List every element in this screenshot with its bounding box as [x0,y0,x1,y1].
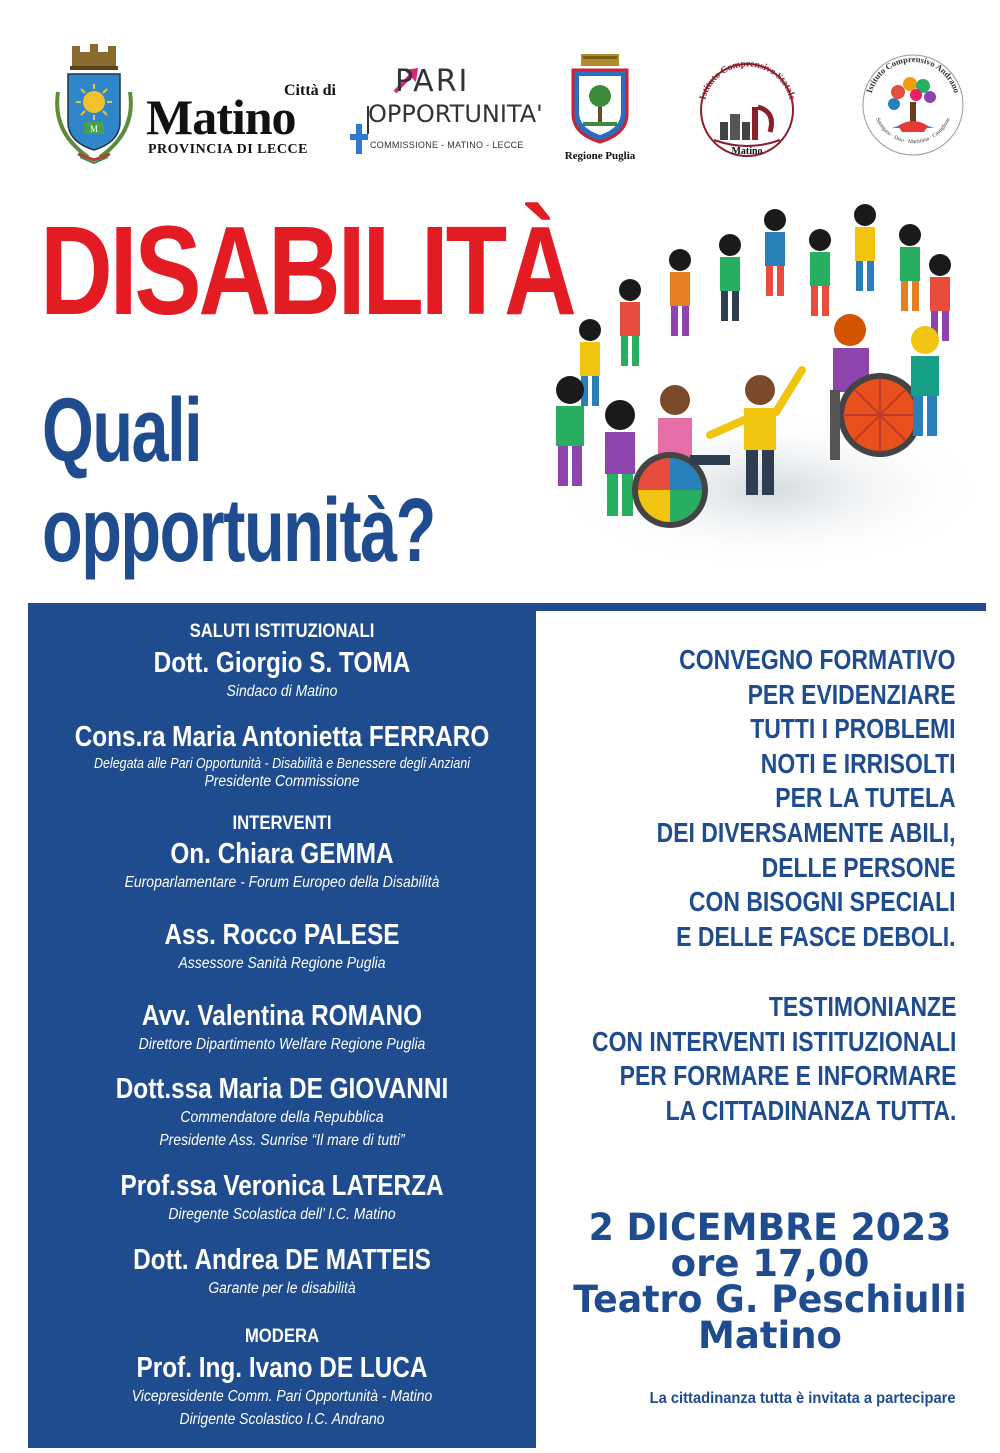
speaker-name: Cons.ra Maria Antonietta FERRARO [74,721,490,753]
pari-opportunita-logo [350,62,543,157]
regione-puglia-logo [555,52,645,167]
provincia-label: PROVINCIA DI LECCE [148,142,308,157]
main-title: DISABILITÀ [40,200,574,341]
ic-andrano-bottom-text: Spongano · Diso · Marittima · Castiglione [874,117,952,146]
description-line: PER EVIDENZIARE [748,678,956,710]
speaker-role: Direttore Dipartimento Welfare Regione Puglia [138,1036,426,1053]
moderator-name: Prof. Ing. Ivano DE LUCA [136,1352,428,1384]
speaker-role: Delegata alle Pari Opportunità - Disabilità e Benessere degli Anziani [94,756,470,772]
event-city: Matino [698,1314,842,1357]
modera-heading: MODERA [244,1326,320,1347]
speaker-name: Avv. Valentina ROMANO [141,1000,423,1032]
event-venue: Teatro G. Peschiulli [573,1278,967,1321]
ic-andrano-emblem-icon [858,50,968,160]
ic-matino-arc-text: Istituto Comprensivo Statale [698,59,797,102]
event-date: 2 DICEMBRE 2023 [588,1206,952,1249]
opportunita-label: OPPORTUNITA' [368,100,543,128]
subtitle-line-2: opportunità? [42,481,435,581]
moderator-role: Dirigente Scolastico I.C. Andrano [179,1411,385,1428]
speaker-role: Garante per le disabilità [208,1280,356,1297]
speaker-role: Europarlamentare - Forum Europeo della Disabilità [124,874,440,891]
speaker-role: Diregente Scolastica dell’ I.C. Matino [168,1206,396,1223]
speaker-name: Prof.ssa Veronica LATERZA [120,1170,444,1202]
invitation-text: La cittadinanza tutta è invitata a partecipare [650,1390,956,1407]
ic-matino-emblem-icon [690,52,805,167]
puglia-shield-icon [569,52,631,147]
event-details [568,1206,972,1357]
people-circle-illustration [530,190,980,590]
speaker-role: Commendatore della Repubblica [180,1109,384,1126]
description-line: DELLE PERSONE [762,851,956,883]
program-panel [28,603,536,1448]
interventi-heading: INTERVENTI [232,813,332,834]
ic-matino-logo [690,52,805,167]
ic-andrano-arc-text: Istituto Comprensivo Andrano [863,53,963,95]
description-line: NOTI E IRRISOLTI [761,747,956,779]
description-block-2 [592,990,956,1128]
citta-di-label: Città di [284,82,336,99]
speaker-role: Sindaco di Matino [226,683,338,700]
ic-matino-bottom-text: Matino [731,146,763,157]
speaker-role: Assessore Sanità Regione Puglia [178,955,386,972]
ic-andrano-logo [858,50,968,160]
event-time: ore 17,00 [670,1242,870,1285]
speaker-name: Dott.ssa Maria DE GIOVANNI [115,1073,449,1105]
description-line: TESTIMONIANZE [768,991,956,1022]
speaker-name: Dott. Giorgio S. TOMA [153,647,411,679]
moderator-role: Vicepresidente Comm. Pari Opportunità - Matino [131,1388,433,1405]
description-line: CONVEGNO FORMATIVO [679,644,956,675]
speaker-name: On. Chiara GEMMA [170,838,394,870]
description-line: PER FORMARE E INFORMARE [619,1060,956,1092]
description-line: CON INTERVENTI ISTITUZIONALI [591,1025,956,1057]
description-line: DEI DIVERSAMENTE ABILI, [657,816,956,848]
description-line: CON BISOGNI SPECIALI [689,886,956,918]
saluti-heading: SALUTI ISTITUZIONALI [189,621,375,642]
speaker-name: Dott. Andrea DE MATTEIS [133,1244,431,1276]
description-line: E DELLE FASCE DEBOLI. [676,920,956,952]
description-line: PER LA TUTELA [775,782,956,814]
subtitle-line-1: Quali [42,381,202,481]
matino-name: Matino [146,89,296,145]
matino-coat-of-arms-icon [48,42,140,167]
description-line: LA CITTADINANZA TUTTA. [665,1094,956,1126]
pari-label: PARI [395,64,470,99]
svg-text:M: M [89,124,99,134]
description-line: TUTTI I PROBLEMI [750,713,956,745]
regione-puglia-label: Regione Puglia [564,150,636,162]
commissione-label: COMMISSIONE - MATINO - LECCE [370,140,524,150]
description-block-1 [657,643,956,954]
speaker-role: Presidente Commissione [204,773,360,790]
speaker-name: Ass. Rocco PALESE [164,919,400,951]
matino-logo [48,42,338,172]
speaker-role: Presidente Ass. Sunrise “Il mare di tutti” [159,1132,405,1149]
